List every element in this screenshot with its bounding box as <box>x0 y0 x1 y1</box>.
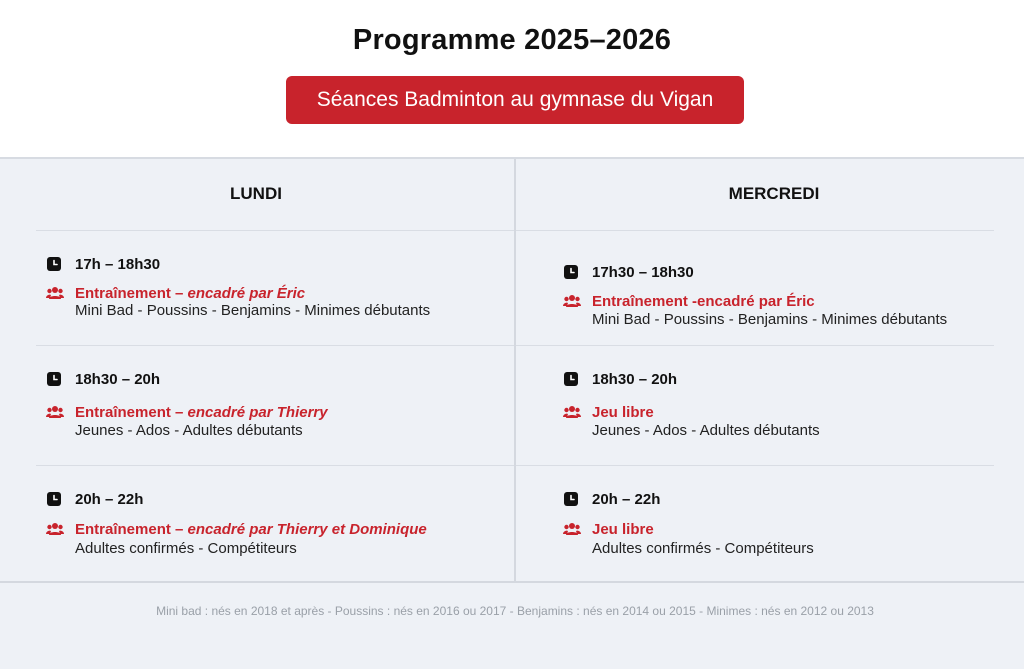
slot-activity: Entraînement – encadré par Thierry et Dominique <box>75 520 427 538</box>
slot-audience: Adultes confirmés - Compétiteurs <box>75 540 297 557</box>
day-header-monday: LUNDI <box>230 184 282 203</box>
group-icon <box>563 522 581 536</box>
slot-time: 18h30 – 20h <box>75 370 161 388</box>
clock-icon <box>47 372 61 386</box>
page-title: Programme 2025–2026 <box>352 24 672 56</box>
clock-icon <box>564 372 578 386</box>
slot-activity: Entraînement -encadré par Éric <box>592 292 815 310</box>
row-divider <box>516 345 994 346</box>
group-icon <box>46 405 64 419</box>
clock-icon <box>564 265 578 279</box>
slot-time: 20h – 22h <box>75 490 144 508</box>
clock-icon <box>564 492 578 506</box>
slot-time: 17h – 18h30 <box>75 255 161 273</box>
slot-activity: Entraînement – encadré par Thierry <box>75 403 328 421</box>
column-divider <box>514 159 516 583</box>
clock-icon <box>47 492 61 506</box>
slot-activity: Entraînement – encadré par Éric <box>75 284 306 302</box>
slot-audience: Mini Bad - Poussins - Benjamins - Minimes débutants <box>75 302 431 319</box>
page-header <box>0 0 1024 157</box>
slot-time: 18h30 – 20h <box>592 370 678 388</box>
slot-time: 20h – 22h <box>592 490 661 508</box>
row-divider <box>36 345 514 346</box>
slot-activity: Jeu libre <box>592 403 654 421</box>
schedule-panel <box>0 157 1024 669</box>
subtitle-badge: Séances Badminton au gymnase du Vigan <box>286 76 744 124</box>
schedule-bottom-divider <box>0 581 1024 583</box>
slot-audience: Mini Bad - Poussins - Benjamins - Minimes débutants <box>592 311 948 328</box>
row-divider <box>36 465 514 466</box>
slot-audience: Jeunes - Ados - Adultes débutants <box>592 422 820 439</box>
row-divider <box>516 230 994 231</box>
slot-audience: Adultes confirmés - Compétiteurs <box>592 540 814 557</box>
slot-audience: Jeunes - Ados - Adultes débutants <box>75 422 303 439</box>
slot-activity: Jeu libre <box>592 520 654 538</box>
group-icon <box>563 294 581 308</box>
age-categories-footnote: Mini bad : nés en 2018 et après - Poussins : nés en 2016 ou 2017 - Benjamins : nés en 2014 ou 2015 - Minimes : nés en 2012 ou 2013 <box>156 604 874 618</box>
slot-time: 17h30 – 18h30 <box>592 263 694 281</box>
group-icon <box>46 286 64 300</box>
row-divider <box>516 465 994 466</box>
day-header-wednesday: MERCREDI <box>728 184 820 203</box>
row-divider <box>36 230 514 231</box>
group-icon <box>563 405 581 419</box>
clock-icon <box>47 257 61 271</box>
group-icon <box>46 522 64 536</box>
